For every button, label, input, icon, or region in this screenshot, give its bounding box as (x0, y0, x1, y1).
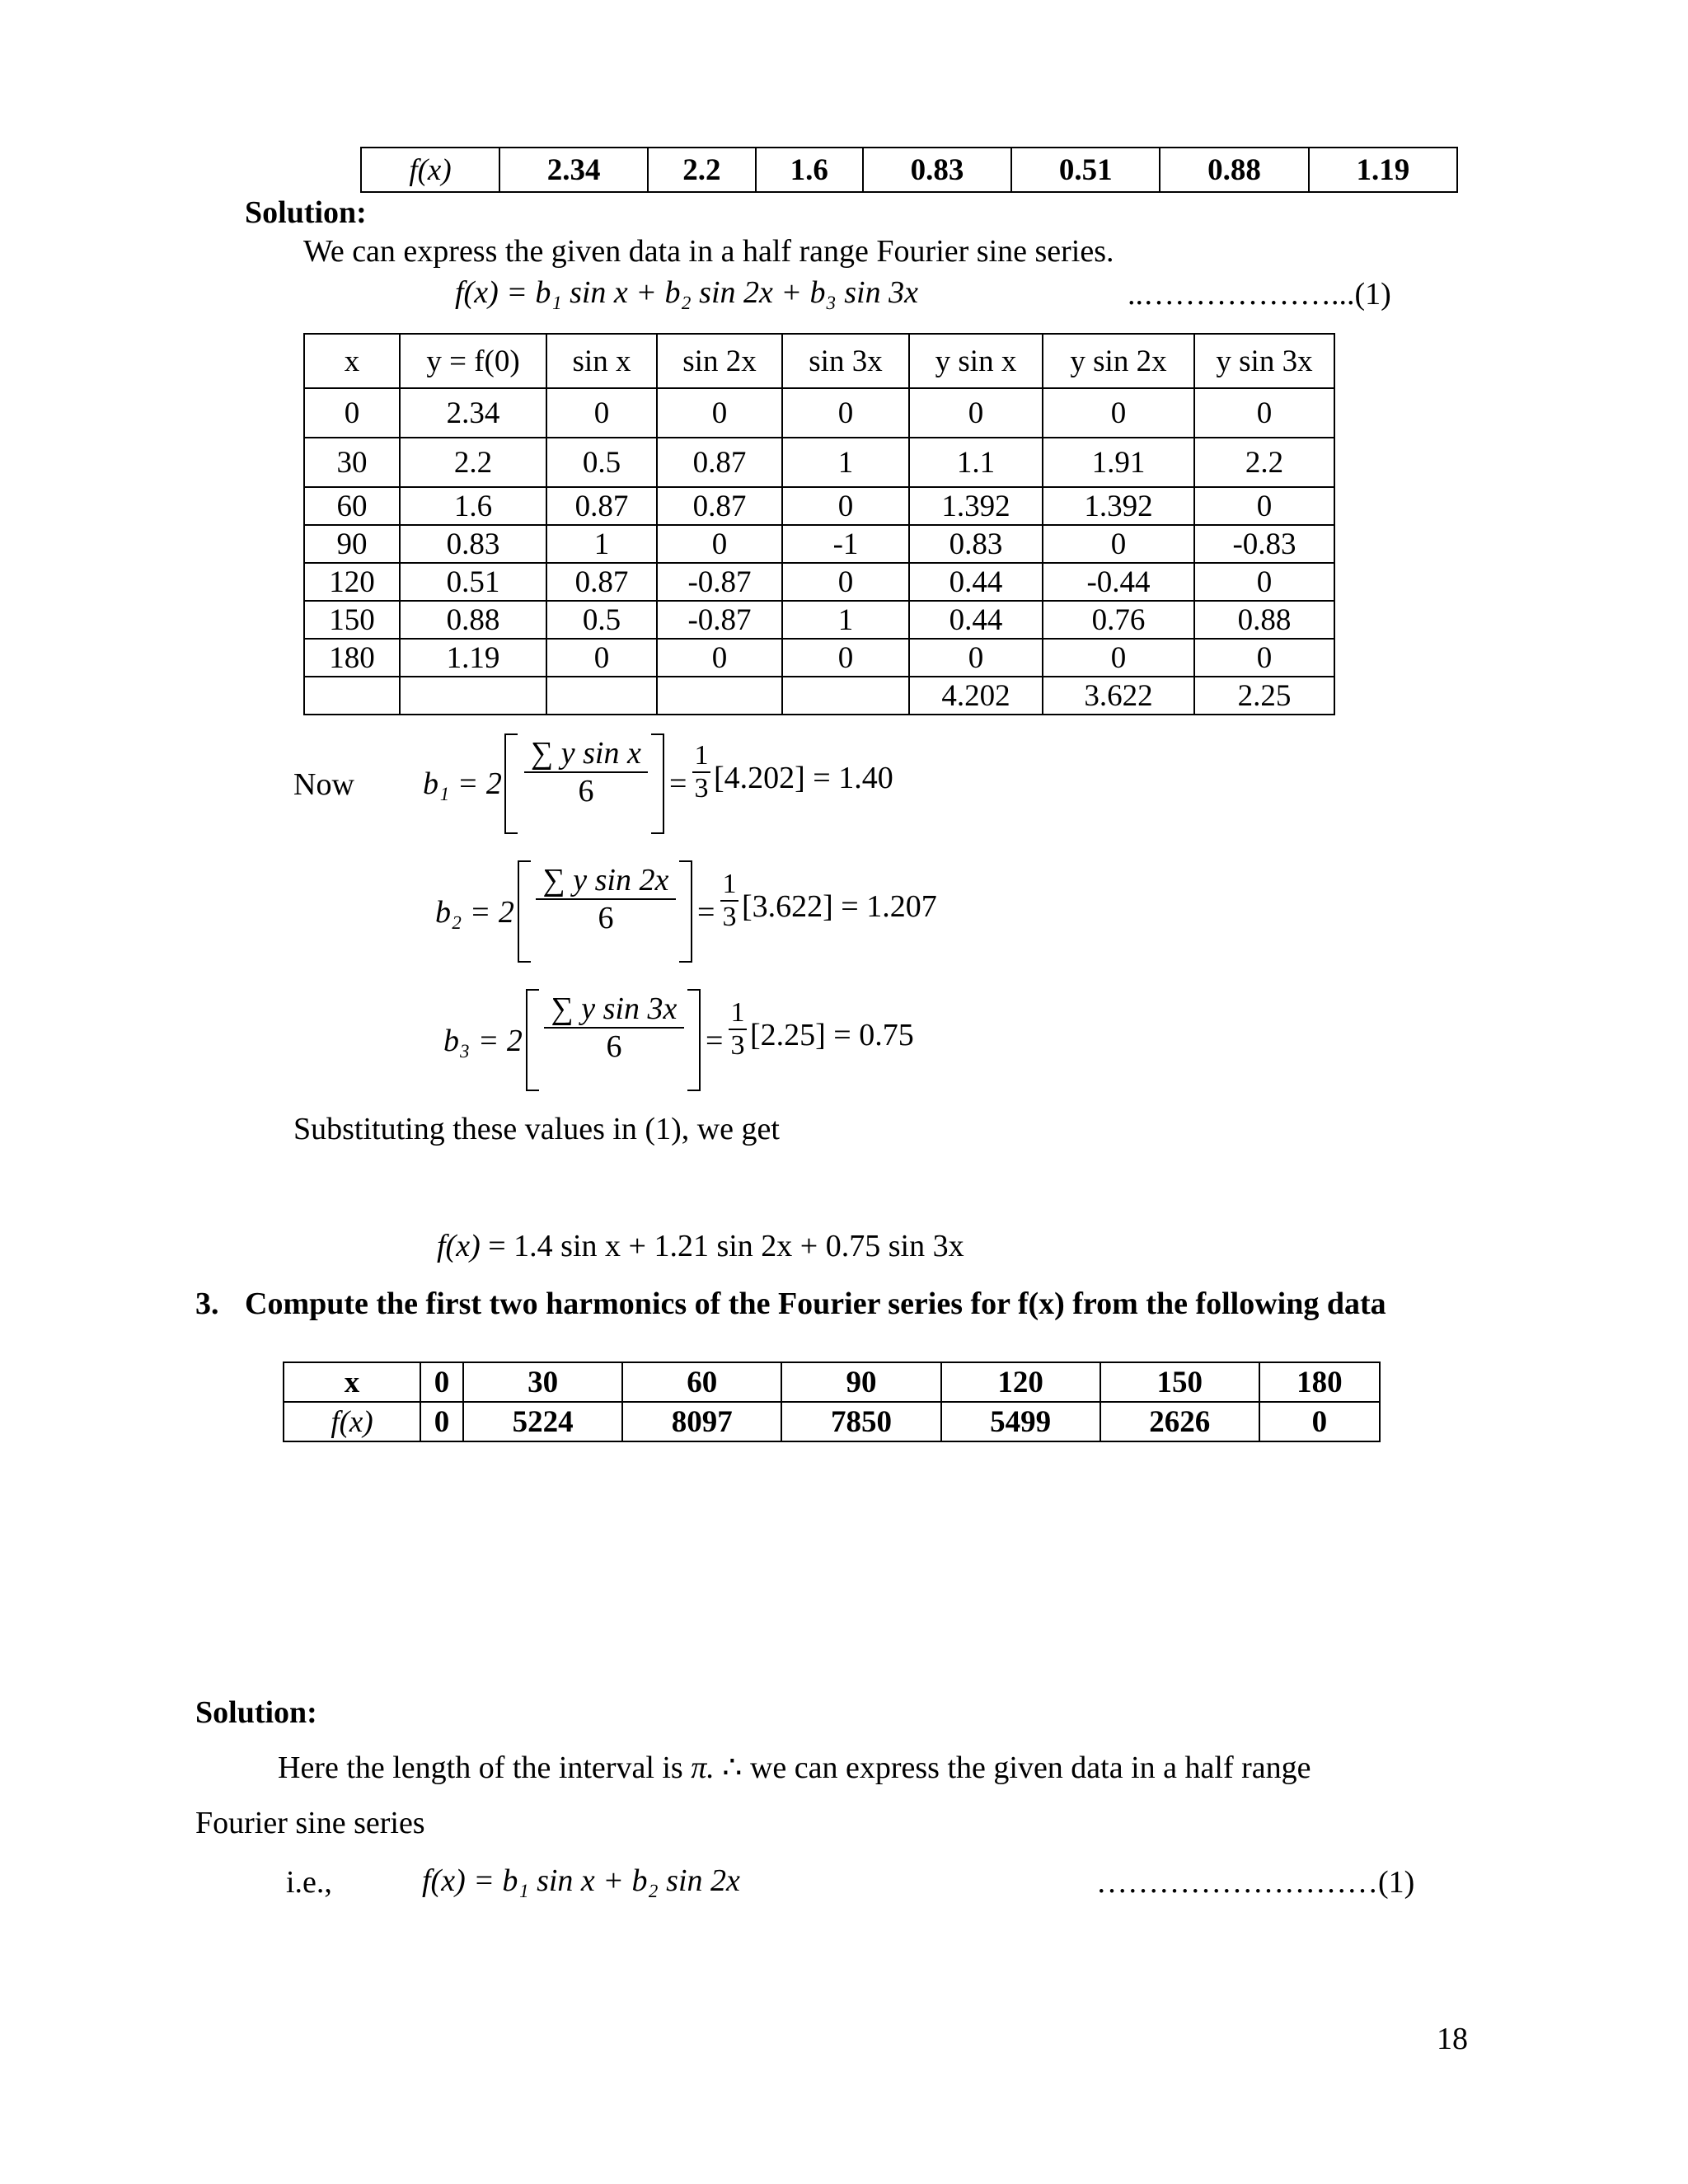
table-cell (304, 677, 400, 715)
table-cell: 0 (1043, 639, 1194, 677)
interval-text: Here the length of the interval is (278, 1750, 683, 1785)
b1-lhs: b₁ = 2 (423, 766, 502, 801)
right-bracket (687, 989, 701, 1091)
b3-lhs: b₃ = 2 (443, 1024, 523, 1058)
table-row (304, 601, 1334, 639)
pi-symbol: π. (691, 1750, 715, 1785)
solution-intro: We can express the given data in a half range Fourier sine series. (303, 234, 1114, 269)
header-cell: y sin 2x (1043, 334, 1194, 388)
fraction-numerator: 1 (730, 997, 745, 1028)
b3-result: [2.25] = 0.75 (750, 1018, 914, 1052)
equals-sign: = (697, 895, 715, 930)
table-cell: 0 (782, 487, 909, 525)
table-cell: 0 (1259, 1402, 1380, 1441)
top-data-table (360, 147, 1458, 193)
right-bracket (679, 860, 692, 963)
problem-data-table (283, 1361, 1381, 1442)
fx-label: f(x) (284, 1402, 420, 1441)
header-cell: y sin x (909, 334, 1043, 388)
table-cell: -0.87 (657, 601, 782, 639)
table-cell: 0 (657, 525, 782, 563)
table-cell: 0.51 (400, 563, 546, 601)
x-row (284, 1362, 1380, 1402)
table-cell: 0 (909, 388, 1043, 438)
table-cell: 1.91 (1043, 438, 1194, 487)
table-cell: 180 (304, 639, 400, 677)
table-cell: 0 (782, 563, 909, 601)
table-cell: 0 (1194, 487, 1334, 525)
fraction-denominator: 3 (694, 773, 709, 804)
table-cell: 8097 (622, 1402, 781, 1441)
table-cell: 0 (1043, 388, 1194, 438)
one-third-fraction (692, 740, 710, 804)
table-cell: 1.392 (1043, 487, 1194, 525)
header-cell: sin x (546, 334, 657, 388)
table-cell: 0 (420, 1362, 463, 1402)
table-cell: 0 (1194, 563, 1334, 601)
table-cell: -0.83 (1194, 525, 1334, 563)
top-table-cell: 1.19 (1309, 148, 1457, 192)
solution-heading: Solution: (245, 195, 367, 230)
table-cell: 2.34 (400, 388, 546, 438)
table-cell: 0.83 (909, 525, 1043, 563)
table-header-row (304, 334, 1334, 388)
top-table-cell: 0.83 (863, 148, 1011, 192)
table-totals-row (304, 677, 1334, 715)
table-cell: 0 (1194, 388, 1334, 438)
table-cell: 0 (657, 388, 782, 438)
final-lhs: f(x) (437, 1229, 481, 1263)
b1-denominator: 6 (578, 774, 594, 808)
table-cell: 60 (622, 1362, 781, 1402)
table-cell: 150 (1100, 1362, 1259, 1402)
fraction-numerator: 1 (722, 869, 737, 899)
table-cell: 0.87 (657, 438, 782, 487)
problem-number: 3. (195, 1286, 219, 1321)
final-rhs: = 1.4 sin x + 1.21 sin 2x + 0.75 sin 3x (488, 1229, 964, 1263)
table-cell: 0 (546, 388, 657, 438)
now-label: Now (293, 767, 354, 802)
header-cell: y sin 3x (1194, 334, 1334, 388)
table-cell: 0 (420, 1402, 463, 1441)
solution2-heading: Solution: (195, 1695, 317, 1730)
b3-numerator: ∑ y sin 3x (551, 991, 678, 1026)
table-cell: 3.622 (1043, 677, 1194, 715)
table-cell: 0 (782, 388, 909, 438)
table-cell: 0 (546, 639, 657, 677)
table-row (304, 388, 1334, 438)
b2-lhs: b₂ = 2 (435, 895, 514, 930)
table-cell: -0.87 (657, 563, 782, 601)
table-cell: 150 (304, 601, 400, 639)
ie-label: i.e., (286, 1865, 332, 1900)
table-cell: 0.87 (546, 563, 657, 601)
left-bracket (518, 860, 531, 963)
equals-sign: = (706, 1024, 724, 1058)
table-cell: 4.202 (909, 677, 1043, 715)
table-cell: 30 (304, 438, 400, 487)
table-cell: 1.1 (909, 438, 1043, 487)
computation-table (303, 333, 1335, 715)
header-cell: x (304, 334, 400, 388)
table-row (304, 525, 1334, 563)
fraction-denominator: 3 (730, 1030, 745, 1061)
table-cell: 0.44 (909, 601, 1043, 639)
table-cell (400, 677, 546, 715)
solution2-equation: f(x) = b₁ sin x + b₂ sin 2x (422, 1863, 740, 1898)
table-cell: 0 (304, 388, 400, 438)
table-cell: 2.25 (1194, 677, 1334, 715)
table-cell: 1.6 (400, 487, 546, 525)
table-cell: 120 (941, 1362, 1100, 1402)
table-row (304, 639, 1334, 677)
series-equation: f(x) = b₁ sin x + b₂ sin 2x + b₃ sin 3x (455, 275, 918, 310)
table-cell: 0.87 (657, 487, 782, 525)
header-cell: sin 2x (657, 334, 782, 388)
table-cell: 1 (782, 601, 909, 639)
substituting-text: Substituting these values in (1), we get (293, 1112, 780, 1146)
table-cell: 0.44 (909, 563, 1043, 601)
fraction-numerator: 1 (694, 740, 709, 771)
problem-text: Compute the first two harmonics of the Fourier series for f(x) from the following data (245, 1286, 1386, 1321)
table-cell: 0 (1043, 525, 1194, 563)
table-cell: 1.392 (909, 487, 1043, 525)
table-row (304, 438, 1334, 487)
fx-row (284, 1402, 1380, 1441)
b1-fraction (524, 735, 648, 809)
table-cell: 1 (782, 438, 909, 487)
table-cell: 0.88 (1194, 601, 1334, 639)
table-cell: 30 (463, 1362, 622, 1402)
table-row (304, 487, 1334, 525)
table-cell: 90 (781, 1362, 940, 1402)
b1-result: [4.202] = 1.40 (714, 761, 893, 795)
top-table-cell: 2.2 (648, 148, 755, 192)
table-cell: 1.19 (400, 639, 546, 677)
table-cell: 90 (304, 525, 400, 563)
b2-fraction (536, 862, 676, 936)
top-table-label: f(x) (361, 148, 499, 192)
left-bracket (504, 733, 518, 834)
b2-numerator: ∑ y sin 2x (542, 863, 669, 898)
table-cell: 180 (1259, 1362, 1380, 1402)
one-third-fraction (729, 997, 747, 1062)
header-cell: y = f(0) (400, 334, 546, 388)
half-range-text: we can express the given data in a half range (749, 1750, 1311, 1785)
equals-sign: = (669, 766, 687, 801)
one-third-fraction (720, 869, 738, 933)
table-cell: 0 (909, 639, 1043, 677)
table-cell: 0 (782, 639, 909, 677)
x-label: x (284, 1362, 420, 1402)
top-table-cell: 0.51 (1011, 148, 1160, 192)
table-cell: 5499 (941, 1402, 1100, 1441)
table-cell: 2626 (1100, 1402, 1259, 1441)
table-cell: -0.44 (1043, 563, 1194, 601)
fraction-denominator: 3 (722, 902, 737, 932)
table-cell: 120 (304, 563, 400, 601)
b2-result: [3.622] = 1.207 (742, 889, 937, 924)
solution2-line2: Fourier sine series (195, 1806, 425, 1840)
table-cell: 0.5 (546, 438, 657, 487)
table-cell: 0 (657, 639, 782, 677)
b3-denominator: 6 (606, 1029, 622, 1064)
table-cell (546, 677, 657, 715)
page-number: 18 (1437, 2022, 1468, 2056)
final-equation (437, 1228, 964, 1264)
b1-numerator: ∑ y sin x (531, 736, 641, 771)
table-cell: 0.87 (546, 487, 657, 525)
right-bracket (651, 733, 664, 834)
top-table-cell: 0.88 (1160, 148, 1308, 192)
header-cell: sin 3x (782, 334, 909, 388)
equation-reference: ..………………...(1) (1128, 277, 1391, 312)
table-cell: 1 (546, 525, 657, 563)
left-bracket (526, 989, 539, 1091)
table-cell (782, 677, 909, 715)
solution2-line1 (278, 1749, 1311, 1786)
table-cell: 2.2 (400, 438, 546, 487)
table-cell: 7850 (781, 1402, 940, 1441)
table-cell (657, 677, 782, 715)
table-cell: 0 (1194, 639, 1334, 677)
table-cell: 0.88 (400, 601, 546, 639)
table-cell: -1 (782, 525, 909, 563)
table-cell: 0.83 (400, 525, 546, 563)
table-cell: 5224 (463, 1402, 622, 1441)
b2-denominator: 6 (598, 901, 614, 935)
therefore-symbol: ∴ (722, 1750, 743, 1785)
table-cell: 0.76 (1043, 601, 1194, 639)
b3-fraction (544, 991, 684, 1065)
top-table-cell: 2.34 (499, 148, 648, 192)
top-table-cell: 1.6 (756, 148, 863, 192)
solution2-equation-reference: ………………………(1) (1096, 1865, 1415, 1900)
table-cell: 0.5 (546, 601, 657, 639)
table-row (304, 563, 1334, 601)
table-cell: 60 (304, 487, 400, 525)
table-cell: 2.2 (1194, 438, 1334, 487)
